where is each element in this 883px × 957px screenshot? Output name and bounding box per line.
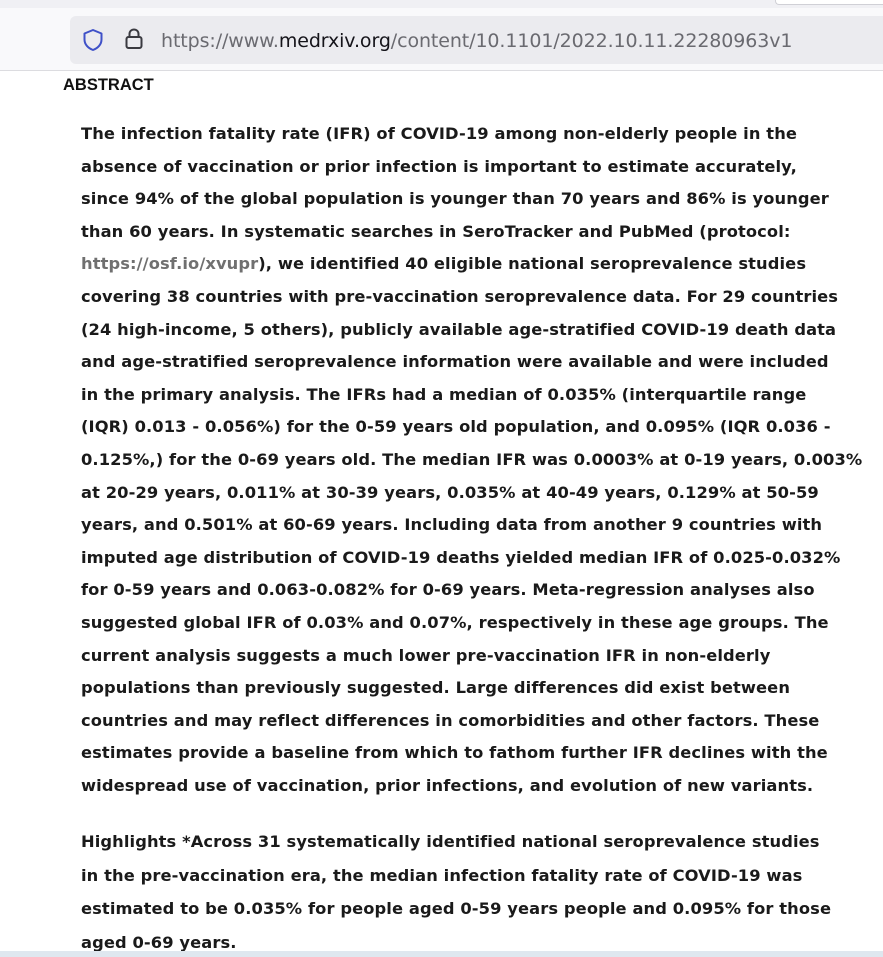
abstract-heading: ABSTRACT [63,76,154,94]
highlights-line: estimated to be 0.035% for people aged 0-59 years people and 0.095% for those [81,899,832,918]
abstract-line: (24 high-income, 5 others), publicly available age-stratified COVID-19 death data [81,319,837,339]
abstract-body [81,118,871,802]
abstract-line: for 0-59 years and 0.063-0.082% for 0-69 years. Meta-regression analyses also [81,580,815,600]
tab-strip-edge [0,0,883,8]
abstract-line: absence of vaccination or prior infection is important to estimate accurately, [81,156,797,176]
abstract-line: imputed age distribution of COVID-19 deaths yielded median IFR of 0.025-0.032% [81,547,841,567]
abstract-line: and age-stratified seroprevalence information were available and were included [81,352,829,372]
bottom-edge [0,951,883,957]
abstract-line: at 20-29 years, 0.011% at 30-39 years, 0.035% at 40-49 years, 0.129% at 50-59 [81,482,819,502]
abstract-line: covering 38 countries with pre-vaccination seroprevalence data. For 29 countries [81,286,839,306]
abstract-line: 0.125%,) for the 0-69 years old. The median IFR was 0.0003% at 0-19 years, 0.003% [81,449,863,469]
abstract-line: current analysis suggests a much lower pre-vaccination IFR in non-elderly [81,645,771,665]
abstract-line: in the primary analysis. The IFRs had a median of 0.035% (interquartile range [81,384,807,404]
abstract-line: years, and 0.501% at 60-69 years. Including data from another 9 countries with [81,515,823,535]
highlights-line: aged 0-69 years. [81,932,237,952]
window-corner-panel [775,0,883,5]
protocol-link[interactable]: https://osf.io/xvupr [81,254,259,274]
abstract-line [81,248,871,281]
browser-toolbar [0,0,883,71]
abstract-line: than 60 years. In systematic searches in SeroTracker and PubMed (protocol: [81,221,791,241]
url-text[interactable] [161,29,792,53]
highlights-line: Highlights *Across 31 systematically identified national seroprevalence studies [81,832,820,851]
abstract-line: The infection fatality rate (IFR) of COVID-19 among non-elderly people in the [81,124,798,143]
abstract-line: populations than previously suggested. Large differences did exist between [81,678,791,698]
highlights-line: in the pre-vaccination era, the median infection fatality rate of COVID-19 was [81,865,803,885]
abstract-line: countries and may reflect differences in comorbidities and other factors. These [81,710,820,730]
abstract-line: estimates provide a baseline from which to fathom further IFR declines with the [81,743,828,763]
url-prefix: https://www. [161,30,279,52]
abstract-line: (IQR) 0.013 - 0.056%) for the 0-59 years old population, and 0.095% (IQR 0.036 - [81,417,831,437]
abstract-line: widespread use of vaccination, prior infections, and evolution of new variants. [81,775,814,795]
abstract-line: since 94% of the global population is younger than 70 years and 86% is younger [81,189,829,209]
highlights-paragraph [81,825,871,957]
lock-icon[interactable] [124,27,144,51]
abstract-line: suggested global IFR of 0.03% and 0.07%, respectively in these age groups. The [81,612,829,632]
abstract-line-text: ), we identified 40 eligible national seroprevalence studies [258,254,807,274]
shield-icon[interactable] [82,28,104,52]
url-path: /content/10.1101/2022.10.11.22280963v1 [390,30,793,52]
url-host: medrxiv.org [278,30,391,52]
